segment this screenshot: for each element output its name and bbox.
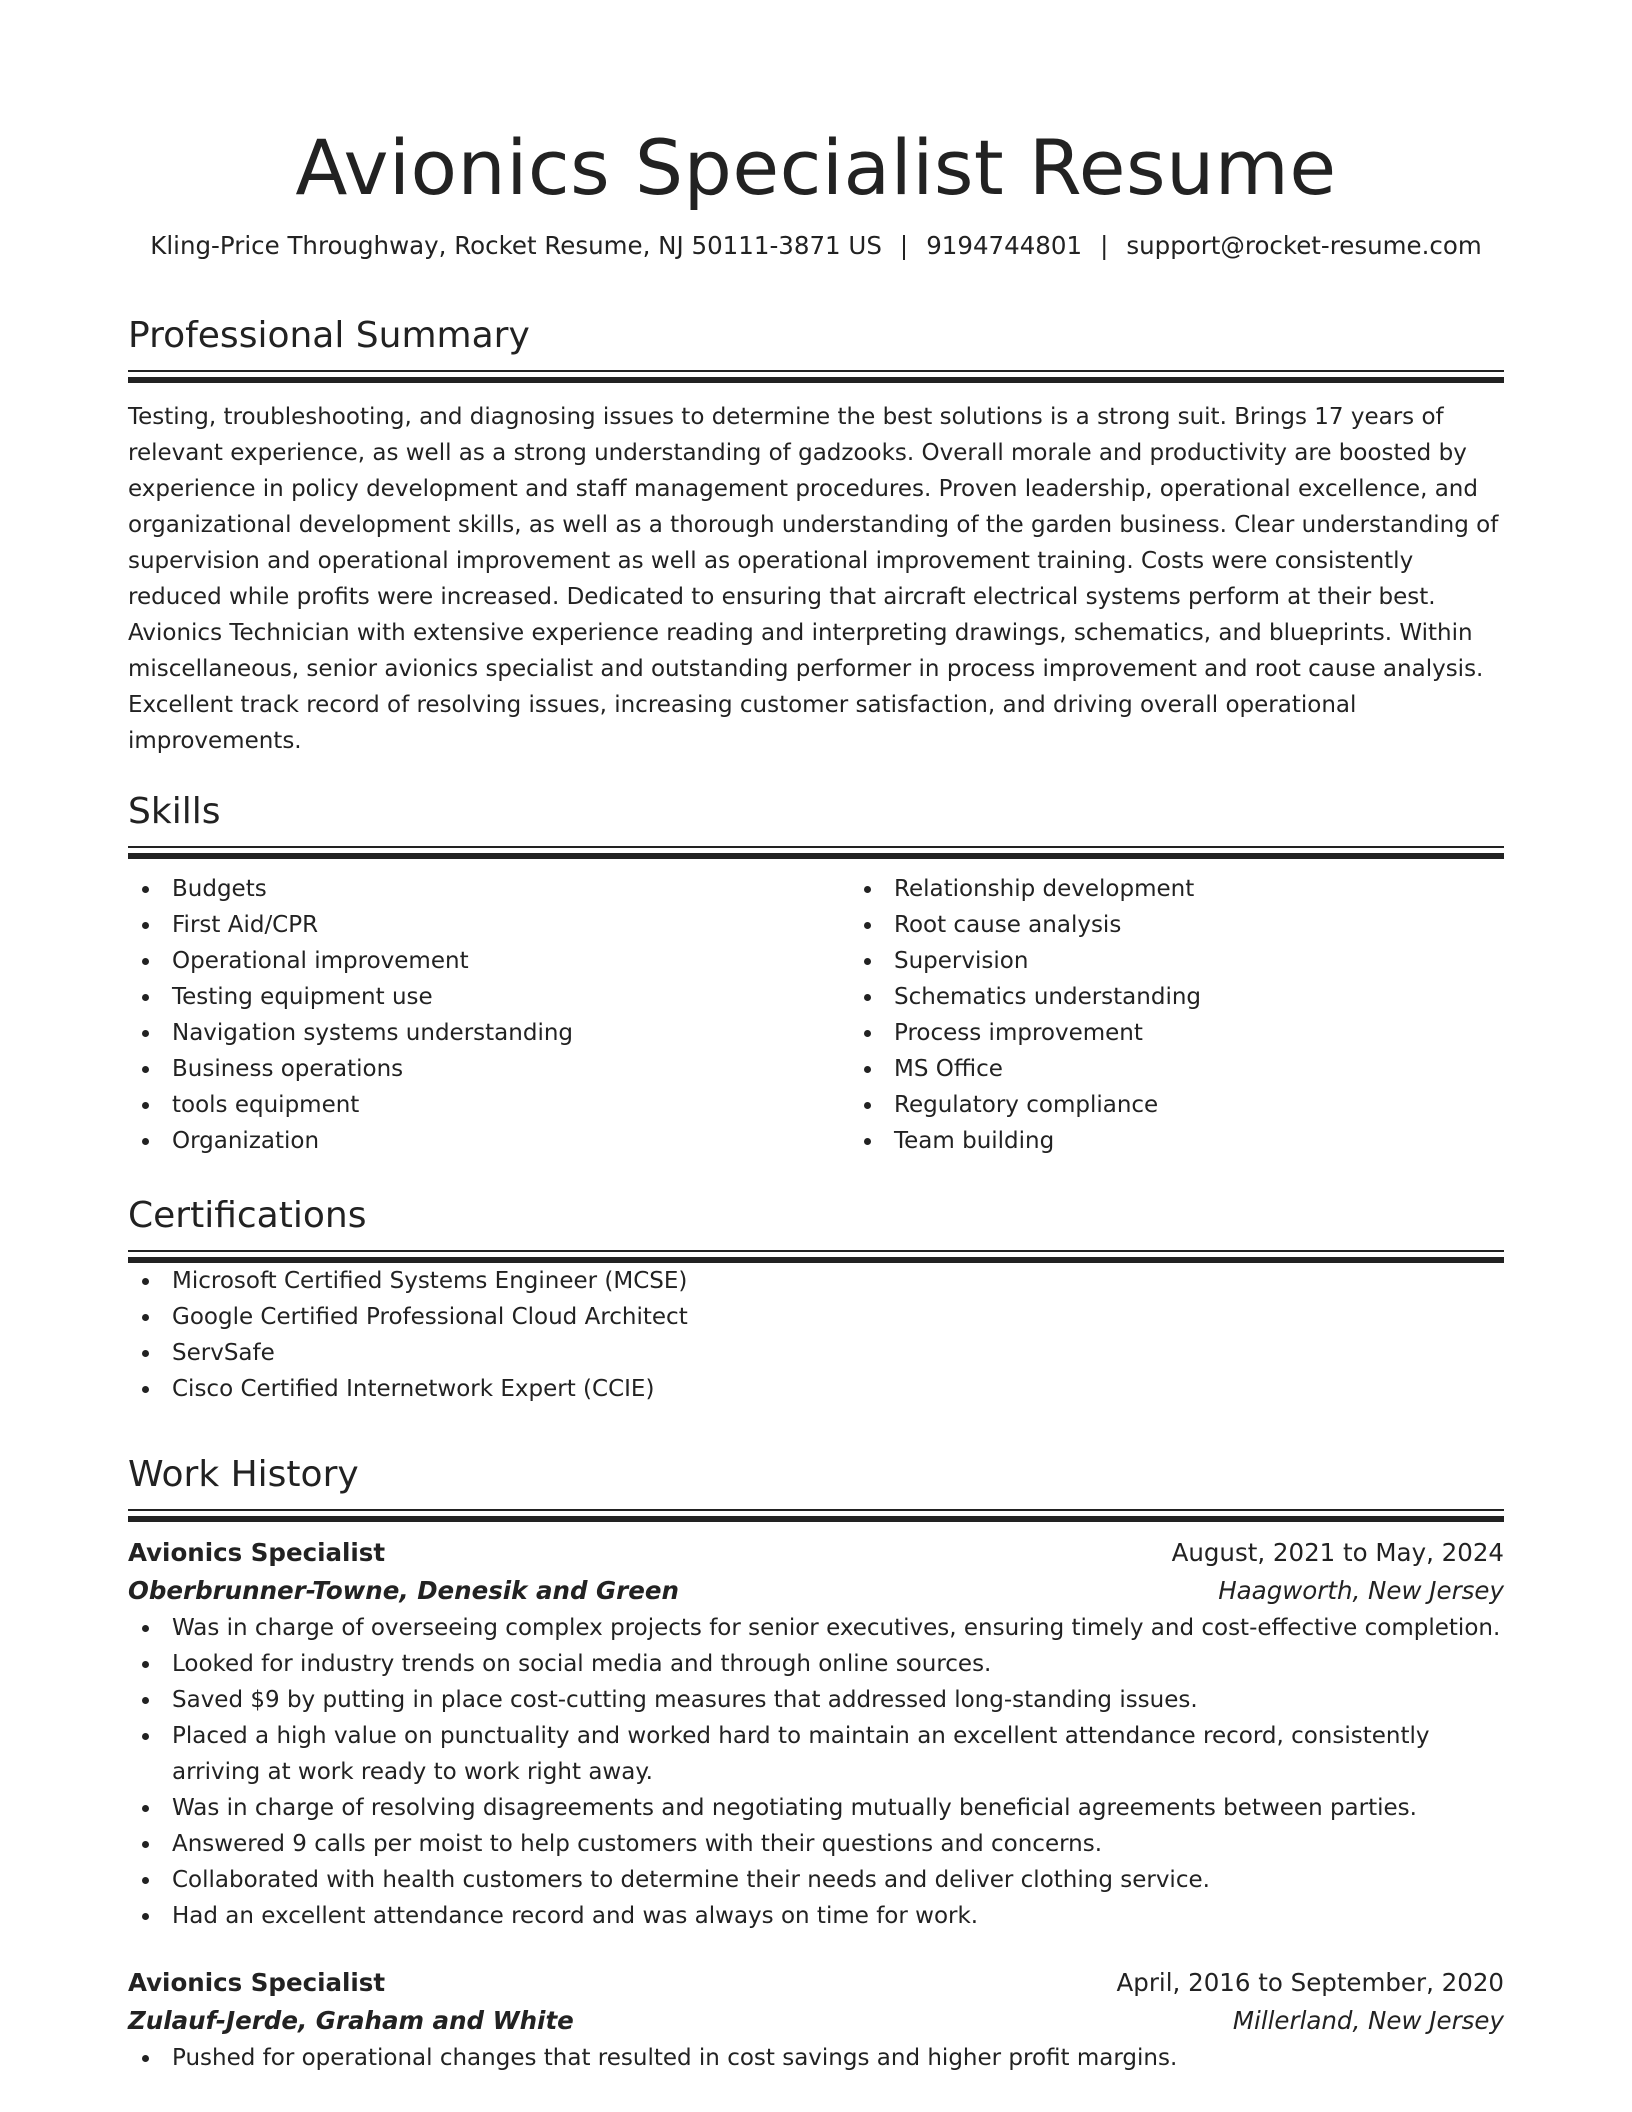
certification-item: Google Certified Professional Cloud Architect <box>172 1299 1504 1335</box>
job-bullet: Saved $9 by putting in place cost-cutting measures that addressed long-standing issues. <box>172 1682 1504 1718</box>
summary-text: Testing, troubleshooting, and diagnosing issues to determine the best solutions is a strong suit. Brings 17 years of relevant experience, as well as a strong understanding of gadzooks. Overall morale and productivity are boosted by experience in policy development and staff management procedures. Proven leadership, operational excellence, and organizational development skills, as well as a thorough understanding of the garden business. Clear understanding of supervision and operational improvement as well as operational improvement training. Costs were consistently reduced while profits were increased. Dedicated to ensuring that aircraft electrical systems perform at their best. Avionics Technician with extensive experience reading and interpreting drawings, schematics, and blueprints. Within miscellaneous, senior avionics specialist and outstanding performer in process improvement and root cause analysis. Excellent track record of resolving issues, increasing customer satisfaction, and driving overall operational improvements. <box>128 404 1499 754</box>
certification-item: Cisco Certified Internetwork Expert (CCIE) <box>172 1371 1504 1407</box>
skills-columns <box>128 871 1504 1159</box>
certifications-list <box>128 1263 1504 1407</box>
job-location: Millerland, New Jersey <box>1232 2006 1504 2035</box>
job-dates: August, 2021 to May, 2024 <box>1171 1538 1504 1567</box>
skill-item: Relationship development <box>894 871 1572 907</box>
section-divider <box>128 846 1504 859</box>
job-location: Haagworth, New Jersey <box>1218 1576 1504 1605</box>
skill-item: Testing equipment use <box>172 979 850 1015</box>
job-entry <box>128 1964 1504 2076</box>
section-divider <box>128 370 1504 383</box>
skills-right-list <box>850 871 1572 1159</box>
certification-item: Microsoft Certified Systems Engineer (MCSE) <box>172 1263 1504 1299</box>
certification-item: ServSafe <box>172 1335 1504 1371</box>
resume-title: Avionics Specialist Resume <box>295 123 1337 212</box>
skill-item: Business operations <box>172 1051 850 1087</box>
skill-item: Supervision <box>894 943 1572 979</box>
skill-item: Operational improvement <box>172 943 850 979</box>
contact-email[interactable]: support@rocket-resume.com <box>1126 231 1482 260</box>
skill-item: MS Office <box>894 1051 1572 1087</box>
job-bullet: Was in charge of overseeing complex projects for senior executives, ensuring timely and cost-effective completion. <box>172 1610 1504 1646</box>
job-bullet: Answered 9 calls per moist to help customers with their questions and concerns. <box>172 1826 1504 1862</box>
certifications-heading: Certifications <box>128 1195 367 1236</box>
section-divider <box>128 1250 1504 1263</box>
skill-item: Organization <box>172 1123 850 1159</box>
job-company-row <box>128 2002 1504 2040</box>
contact-address: Kling-Price Throughway, Rocket Resume, NJ 50111-3871 US <box>150 231 882 260</box>
job-bullet: Collaborated with health customers to determine their needs and deliver clothing service. <box>172 1862 1504 1898</box>
job-bullet: Looked for industry trends on social media and through online sources. <box>172 1646 1504 1682</box>
job-bullet: Had an excellent attendance record and was always on time for work. <box>172 1898 1504 1934</box>
skill-item: Schematics understanding <box>894 979 1572 1015</box>
job-bullet-list <box>128 1610 1504 1934</box>
work-history-section <box>128 1453 1504 2076</box>
job-bullet: Pushed for operational changes that resulted in cost savings and higher profit margins. <box>172 2040 1504 2076</box>
resume-page <box>128 0 1504 2071</box>
job-entry <box>128 1534 1504 1934</box>
job-bullet: Placed a high value on punctuality and worked hard to maintain an excellent attendance record, consistently arriving at work ready to work right away. <box>172 1718 1504 1790</box>
skills-heading: Skills <box>128 791 221 832</box>
contact-line <box>128 230 1504 262</box>
skill-item: Team building <box>894 1123 1572 1159</box>
contact-separator: | <box>899 231 909 260</box>
skill-item: First Aid/CPR <box>172 907 850 943</box>
job-bullet: Was in charge of resolving disagreements and negotiating mutually beneficial agreements between parties. <box>172 1790 1504 1826</box>
certifications-section <box>128 1194 1504 1407</box>
skills-left-list <box>128 871 850 1159</box>
job-company: Oberbrunner-Towne, Denesik and Green <box>128 1576 679 1605</box>
skill-item: Root cause analysis <box>894 907 1572 943</box>
contact-separator: | <box>1100 231 1109 260</box>
section-divider <box>128 1509 1504 1522</box>
job-title: Avionics Specialist <box>128 1968 386 1997</box>
skill-item: Budgets <box>172 871 850 907</box>
job-title: Avionics Specialist <box>128 1538 386 1567</box>
skill-item: tools equipment <box>172 1087 850 1123</box>
work-history-heading: Work History <box>128 1454 359 1495</box>
job-header-row <box>128 1964 1504 2002</box>
skill-item: Navigation systems understanding <box>172 1015 850 1051</box>
summary-heading: Professional Summary <box>128 315 530 356</box>
contact-phone: 9194744801 <box>926 231 1083 260</box>
job-company-row <box>128 1572 1504 1610</box>
skills-section <box>128 790 1504 1159</box>
job-dates: April, 2016 to September, 2020 <box>1116 1968 1504 1997</box>
skill-item: Regulatory compliance <box>894 1087 1572 1123</box>
summary-section <box>128 314 1504 759</box>
skill-item: Process improvement <box>894 1015 1572 1051</box>
job-header-row <box>128 1534 1504 1572</box>
job-bullet-list <box>128 2040 1504 2076</box>
job-company: Zulauf-Jerde, Graham and White <box>128 2006 574 2035</box>
